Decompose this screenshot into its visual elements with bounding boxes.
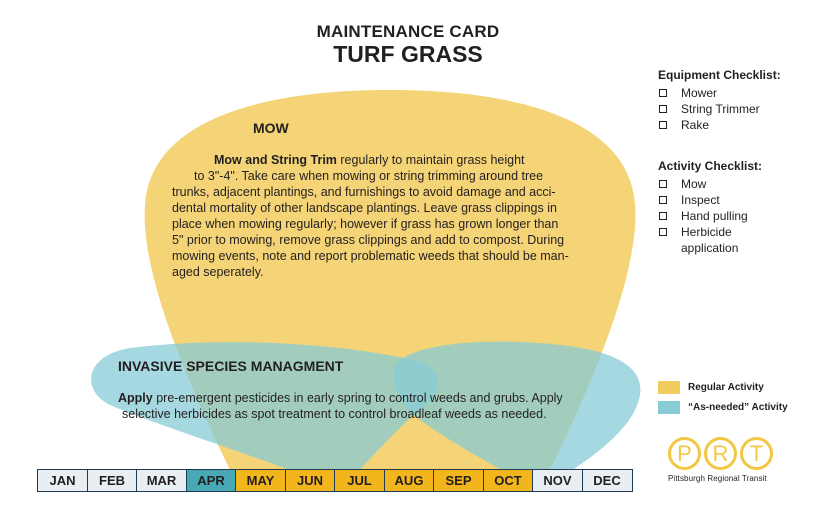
logo-letter: T — [740, 437, 773, 470]
month-jul: JUL — [334, 469, 385, 492]
legend-swatch-regular — [658, 381, 680, 394]
month-may: MAY — [235, 469, 286, 492]
legend-swatch-as-needed — [658, 401, 680, 414]
activity-item-hand-pulling[interactable] — [658, 208, 808, 224]
equipment-item-string-trimmer[interactable] — [658, 101, 808, 117]
activity-item-mow[interactable] — [658, 176, 808, 192]
checkbox[interactable] — [659, 196, 667, 204]
equipment-checklist-title: Equipment Checklist: — [658, 68, 781, 82]
activity-item-inspect[interactable] — [658, 192, 808, 208]
invasive-line2: selective herbicides as spot treatment to control broadleaf weeds as needed. — [122, 407, 547, 421]
logo-letter: P — [668, 437, 701, 470]
activity-item-label: Inspect — [681, 193, 720, 207]
invasive-heading: INVASIVE SPECIES MANAGMENT — [118, 358, 344, 374]
mow-lead: Mow and String Trim — [214, 153, 337, 167]
checkbox[interactable] — [659, 180, 667, 188]
equipment-item-label: Mower — [681, 86, 718, 100]
mow-line7: mowing events, note and report problematic weeds that should be man- — [172, 249, 569, 263]
logo-name: Pittsburgh Regional Transit — [668, 474, 767, 483]
activity-item-label: Herbicide — [681, 225, 732, 239]
invasive-line1: pre-emergent pesticides in early spring to control weeds and grubs. Apply — [152, 391, 563, 405]
mow-heading: MOW — [253, 120, 289, 136]
activity-item-herbicide[interactable] — [658, 224, 808, 240]
invasive-description — [118, 390, 598, 422]
checkbox[interactable] — [659, 121, 667, 129]
card-subtitle: MAINTENANCE CARD — [316, 22, 500, 41]
logo-letter: R — [704, 437, 737, 470]
activity-item-label: Mow — [681, 177, 707, 191]
equipment-checklist — [658, 68, 808, 133]
equipment-item-label: String Trimmer — [681, 102, 760, 116]
mow-line1: regularly to maintain grass height — [336, 153, 525, 167]
prt-logo — [668, 437, 788, 483]
checkbox[interactable] — [659, 228, 667, 236]
mow-line5: place when mowing regularly; however if grass has grown longer than — [172, 217, 559, 231]
equipment-item-label: Rake — [681, 118, 710, 132]
mow-line2: to 3"-4". Take care when mowing or string trimming around tree — [194, 169, 544, 183]
equipment-item-mower[interactable] — [658, 85, 808, 101]
mow-line6: 5" prior to mowing, remove grass clippings and add to compost. During — [172, 233, 565, 247]
mow-description — [172, 152, 606, 280]
activity-checklist — [658, 159, 808, 256]
month-jun: JUN — [285, 469, 336, 492]
mow-line8: aged seperately. — [172, 265, 264, 279]
legend-label-regular: Regular Activity — [688, 382, 764, 393]
activity-item-label: Hand pulling — [681, 209, 748, 223]
activity-checklist-title: Activity Checklist: — [658, 159, 763, 173]
card-title: TURF GRASS — [333, 41, 483, 67]
checkbox[interactable] — [659, 105, 667, 113]
month-jan: JAN — [37, 469, 88, 492]
month-oct: OCT — [483, 469, 534, 492]
month-mar: MAR — [136, 469, 187, 492]
month-aug: AUG — [384, 469, 435, 492]
month-feb: FEB — [87, 469, 138, 492]
month-sep: SEP — [433, 469, 484, 492]
invasive-lead: Apply — [118, 391, 153, 405]
month-nov: NOV — [532, 469, 583, 492]
month-apr: APR — [186, 469, 237, 492]
checkbox[interactable] — [659, 212, 667, 220]
legend-regular — [658, 381, 764, 394]
mow-line3: trunks, adjacent plantings, and furnishings to avoid damage and acci- — [172, 185, 556, 199]
checkbox[interactable] — [659, 89, 667, 97]
activity-item-herbicide-cont — [658, 240, 808, 256]
activity-item-label: application — [681, 241, 739, 255]
legend-as-needed — [658, 401, 788, 414]
month-dec: DEC — [582, 469, 633, 492]
equipment-item-rake[interactable] — [658, 117, 808, 133]
legend-label-as-needed: “As-needed” Activity — [688, 402, 788, 413]
mow-line4: dental mortality of other landscape plantings. Leave grass clippings in — [172, 201, 557, 215]
month-timeline — [37, 469, 633, 492]
